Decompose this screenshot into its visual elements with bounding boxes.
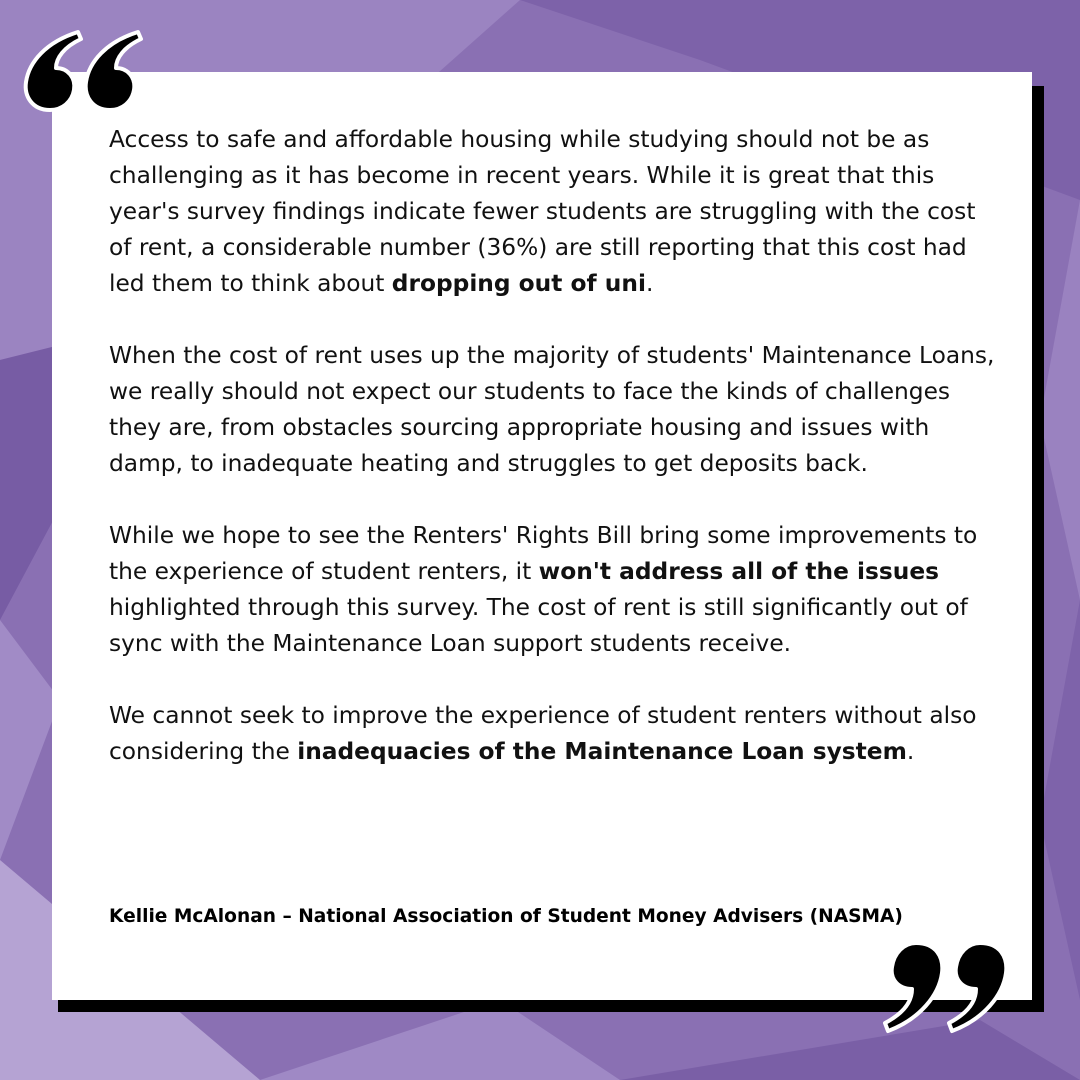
- quote-emphasis: won't address all of the issues: [538, 558, 940, 585]
- quote-text-run: While we hope to see the Renters' Rights Bill bring some improvements to the experience of student renters, it: [109, 522, 978, 585]
- open-quote-icon: [18, 22, 148, 122]
- quote-emphasis: dropping out of uni: [391, 270, 646, 297]
- quote-text-run: highlighted through this survey. The cost of rent is still significantly out of sync with the Maintenance Loan support students receive.: [109, 594, 968, 657]
- quote-text-run: We cannot seek to improve the experience of student renters without also considering the: [109, 702, 977, 765]
- quote-paragraph-2: When the cost of rent uses up the majority of students' Maintenance Loans, we really should not expect our students to face the kinds of challenges they are, from obstacles sourcing appropriate housing and issues with damp, to inadequate heating and struggles to get deposits back.: [109, 342, 995, 477]
- quote-emphasis: inadequacies of the Maintenance Loan system: [297, 738, 907, 765]
- quote-text-run: .: [645, 270, 654, 297]
- quote-paragraph-1: [109, 122, 999, 302]
- quote-text-run: .: [906, 738, 915, 765]
- quote-paragraph-3: [109, 518, 999, 662]
- quote-text: [109, 122, 999, 806]
- close-quote-icon: [880, 935, 1020, 1045]
- quote-attribution: Kellie McAlonan – National Association of Student Money Advisers (NASMA): [109, 906, 903, 927]
- quote-paragraph-4: [109, 698, 999, 770]
- quote-text-run: Access to safe and affordable housing while studying should not be as challenging as it has become in recent years. While it is great that this year's survey findings indicate fewer students are struggling with the cost of rent, a considerable number (36%) are still reporting that this cost had led them to think about: [109, 126, 976, 297]
